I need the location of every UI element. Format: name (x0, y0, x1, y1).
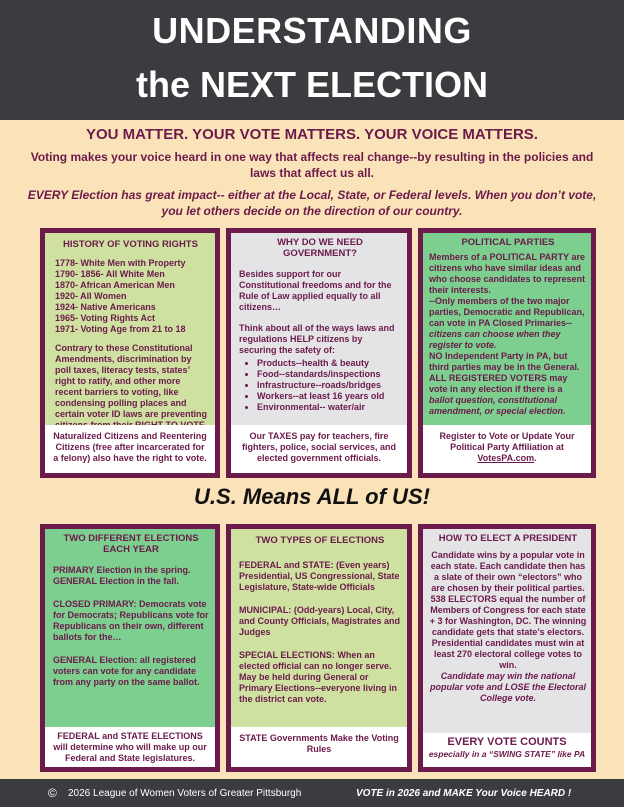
votespa-link[interactable]: VotesPA.com (477, 453, 535, 463)
history-box (40, 228, 220, 478)
title-line-1: UNDERSTANDING (152, 10, 472, 51)
history-item: 1924- Native Americans (55, 302, 156, 312)
parties-paragraph-1: Members of a POLITICAL PARTY are citizens who have similar ideas and who choose candidates to represent their interests. (429, 252, 586, 295)
elections-title-1: TWO DIFFERENT ELECTIONS (63, 533, 199, 544)
footer-bar (0, 779, 624, 807)
history-item: 1778- White Men with Property (55, 258, 186, 268)
government-paragraph-2: Think about all of the ways laws and regulations HELP citizens by securing the safety of: (239, 323, 395, 355)
president-paragraph-2: Candidate may win the national popular vote and LOSE the Electoral College vote. (429, 671, 587, 703)
parties-paragraph-4b: ballot question, constitutional amendment, or special election. (429, 395, 566, 416)
parties-footer-text: Register to Vote or Update Your Political Party Affiliation at (439, 431, 575, 452)
history-item: 1965- Voting Rights Act (55, 313, 156, 323)
government-box (226, 228, 412, 478)
parties-footer-period: . (534, 453, 537, 463)
history-item: 1870- African American Men (55, 280, 175, 290)
president-footer-subtitle: especially in a “SWING STATE” like PA (428, 749, 586, 759)
headline: YOU MATTER. YOUR VOTE MATTERS. YOUR VOICE MATTERS. (86, 126, 538, 143)
history-item: 1920- All Women (55, 291, 127, 301)
copyright-icon: © (48, 786, 57, 800)
president-box (418, 524, 596, 772)
parties-title: POLITICAL PARTIES (461, 237, 555, 248)
president-footer (423, 733, 591, 767)
history-item: 1790- 1856- All White Men (55, 269, 165, 279)
government-bullet: • Products--health & beauty (257, 358, 401, 369)
history-item: 1971- Voting Age from 21 to 18 (55, 324, 186, 334)
types-paragraph-2: MUNICIPAL: (Odd-years) Local, City, and County Officials, Magistrates and Judges (239, 605, 401, 637)
government-bullets (239, 358, 401, 413)
title-line-2: the NEXT ELECTION (135, 64, 489, 105)
parties-paragraph-3: NO Independent Party in PA, but third parties may be in the General. (429, 351, 580, 372)
government-title: WHY DO WE NEED GOVERNMENT? (277, 237, 363, 259)
government-footer: Our TAXES pay for teachers, fire fighters, police, social services, and elected government officials. (231, 425, 407, 473)
elections-title-2: EACH YEAR (103, 544, 159, 555)
parties-paragraph-2a: --Only members of the two major parties, Democratic and Republican, can vote in PA Closed Primaries-- (429, 296, 585, 328)
president-footer-title: EVERY VOTE COUNTS (447, 736, 567, 748)
parties-paragraph-4a: ALL REGISTERED VOTERS may vote in any election if there is a (429, 373, 568, 394)
types-paragraph-3: SPECIAL ELECTIONS: When an elected official can no longer serve. May be held during General or Primary Elections--everyone living in the district can vote. (239, 650, 398, 704)
parties-box (418, 228, 596, 478)
history-text: Contrary to these Constitutional Amendments, discrimination by poll taxes, literacy tests, states’ right to ratify, and other more recent barriers to voting, like condensing polling places and certain voter ID laws are preventing (55, 343, 208, 419)
intro-paragraph-1: Voting makes your voice heard in one way that affects real change--by resulting in the policies and laws that affect us all. (30, 150, 594, 180)
middle-title: U.S. Means ALL of US! (194, 484, 430, 509)
types-paragraph-1: FEDERAL and STATE: (Even years) Presidential, US Congressional, State Legislature, State-wide Officials (239, 560, 400, 592)
footer-call-to-action: VOTE in 2026 and MAKE Your Voice HEARD ! (356, 788, 572, 799)
elections-box (40, 524, 220, 772)
header-banner (0, 0, 624, 120)
government-bullet: • Environmental-- water/air (257, 402, 401, 413)
government-bullet: • Food--standards/inspections (257, 369, 401, 380)
elections-paragraph-3: GENERAL Election: all registered voters can vote for any candidate from any party on the same ballot. (53, 655, 200, 687)
types-footer: STATE Governments Make the Voting Rules (231, 727, 407, 767)
history-list (55, 258, 209, 335)
parties-paragraph-2 (429, 296, 587, 351)
intro-paragraph-2: EVERY Election has great impact-- either at the Local, State, or Federal levels. When you don’t vote, you let others decide on the direction of our country. (27, 188, 597, 218)
government-paragraph-1: Besides support for our Constitutional freedoms and for the Rule of Law applied equally to all citizens… (239, 269, 392, 312)
parties-footer (423, 425, 591, 473)
government-bullet: • Infrastructure--roads/bridges (257, 380, 401, 391)
parties-paragraph-4 (429, 373, 587, 417)
history-title: HISTORY OF VOTING RIGHTS (63, 239, 198, 250)
president-paragraph-1: Candidate wins by a popular vote in each state. Each candidate then has a slate of their own “electors” who are chosen by their political parties. 538 ELECTORS equal the number of Members of Congress for each state + 3 for Washington, DC. The winning candidate gets that state’s electors. Presidential candidates must win at least 270 electoral college votes to win. (429, 550, 587, 670)
types-box (226, 524, 412, 772)
president-title: HOW TO ELECT A PRESIDENT (438, 533, 578, 544)
elections-paragraph-1: PRIMARY Election in the spring. GENERAL Election in the fall. (53, 565, 191, 586)
types-title: TWO TYPES OF ELECTIONS (255, 535, 385, 546)
elections-paragraph-2: CLOSED PRIMARY: Democrats vote for Democrats; Republicans vote for Republicans on their own, different ballots for the… (53, 599, 209, 642)
footer-copyright: 2026 League of Women Voters of Greater Pittsburgh (68, 788, 302, 799)
parties-paragraph-2b: citizens can choose when they register to vote. (429, 329, 561, 350)
elections-footer: FEDERAL and STATE ELECTIONS will determine who will make up our Federal and State legislatures. (45, 727, 215, 767)
history-footer: Naturalized Citizens and Reentering Citizens (free after incarcerated for a felony) also have the right to vote. (45, 425, 215, 473)
government-bullet: • Workers--at least 16 years old (257, 391, 401, 402)
